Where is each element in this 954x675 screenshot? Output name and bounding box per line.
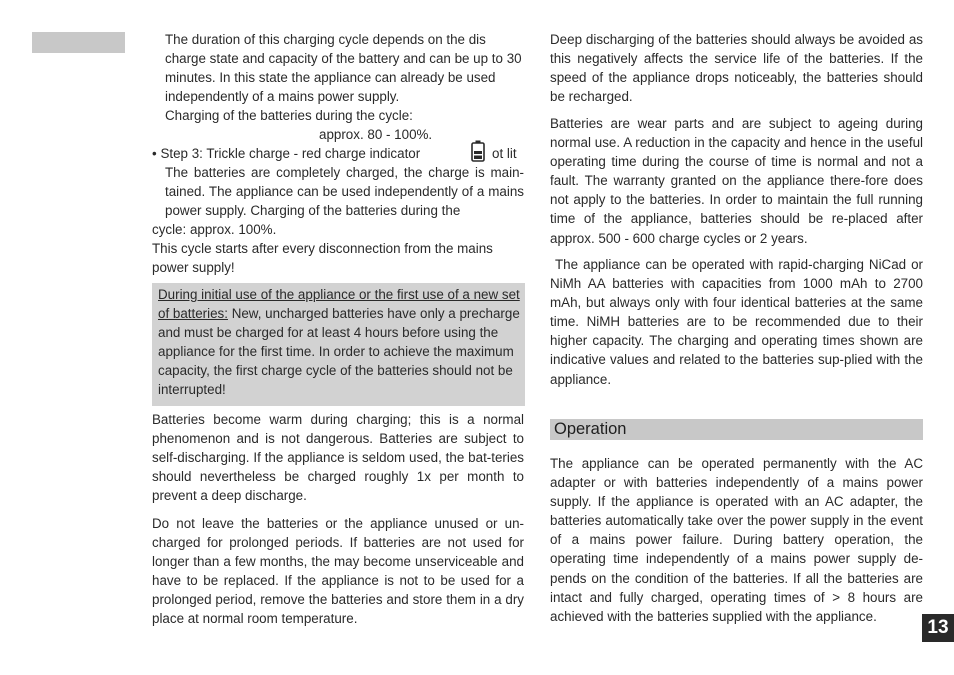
battery-icon xyxy=(471,140,485,162)
section-tab-marker xyxy=(32,32,125,53)
wear-parts-paragraph: Batteries are wear parts and are subject to ageing during normal use. A reduction in the capacity and hence in the useful operating time during the course of time is normal and not a fault. The warranty granted on the appliance there-fore does not apply to the batteries. In order to maintain the full running time of the appliance, batteries should be re-placed after approx. 500 - 600 charge cycles or 2 years. xyxy=(550,116,923,246)
batteries-warm-paragraph: Batteries become warm during charging; this is a normal phenomenon and is not dangerous. Batteries are subject to self-discharging. If the appliance is seldom used, the bat-teries should nevertheless be charged roughly 1x per month to prevent a deep discharge. xyxy=(152,412,524,504)
step3-text: Step 3: Trickle charge - red charge indicator xyxy=(160,146,421,161)
charging-cycle-label: Charging of the batteries during the cycle: xyxy=(165,108,413,123)
step3-line xyxy=(152,144,524,163)
initial-use-note-text: New, uncharged batteries have only a precharge and must be charged for at least 4 hours before using the appliance for the first time. In order to achieve the maximum capacity, the first charge cycle of the batteries should not be interrupted! xyxy=(158,306,520,398)
charging-cycle-value: approx. 80 - 100%. xyxy=(319,127,433,142)
deep-discharge-paragraph: Deep discharging of the batteries should always be avoided as this negatively affects the service life of the batteries. If the speed of the appliance drops noticeably, the batteries should be recharged. xyxy=(550,32,923,105)
battery-types-paragraph: The appliance can be operated with rapid-charging NiCad or NiMh AA batteries with capacities from 1000 mAh to 2700 mAh, but always only with four identical batteries at the same time. NiMH batteries are to be recommended due to their higher capacity. The charging and operating times shown are indicative values and related to the batteries sup-plied with the appliance. xyxy=(550,257,923,387)
cycle-start-note: This cycle starts after every disconnection from the mains power supply! xyxy=(152,241,493,276)
trickle-charge-paragraph: The batteries are completely charged, the charge is main-tained. The appliance can be used independently of a mains power supply. Charging of the batteries during the xyxy=(165,165,524,219)
trickle-charge-value: cycle: approx. 100%. xyxy=(152,222,277,237)
prolonged-storage-paragraph: Do not leave the batteries or the appliance unused or un-charged for prolonged periods. If batteries are not used for longer than a few months, the may become unserviceable and have to be replaced. If the appliance is not to be used for a prolonged period, remove the batteries and store them in a dry place at normal room temperature. xyxy=(152,516,524,627)
charging-cycle-duration-paragraph: The duration of this charging cycle depends on the dis charge state and capacity of the battery and can be up to 30 minutes. In this state the appliance can already be used independently of a mains power supply. xyxy=(165,32,522,105)
operation-heading: Operation xyxy=(554,420,627,438)
step3-tail: ot lit xyxy=(492,146,517,161)
initial-use-note xyxy=(158,285,524,400)
page-number: 13 xyxy=(922,614,954,642)
operation-paragraph: The appliance can be operated permanently with the AC adapter or with batteries independently of a mains power supply. If the appliance is operated with an AC adapter, the batteries automatically take over the power supply in the event of a mains power failure. During battery operation, the operating time independently of a mains power supply de-pends on the condition of the batteries. If all the batteries are intact and fully charged, operating times of > 8 hours are achieved with the batteries supplied with the appliance. xyxy=(550,456,923,624)
bullet: • xyxy=(152,146,157,161)
initial-use-note-lead: During initial use of the appliance or the first use of a new set of batteries: xyxy=(158,287,520,322)
